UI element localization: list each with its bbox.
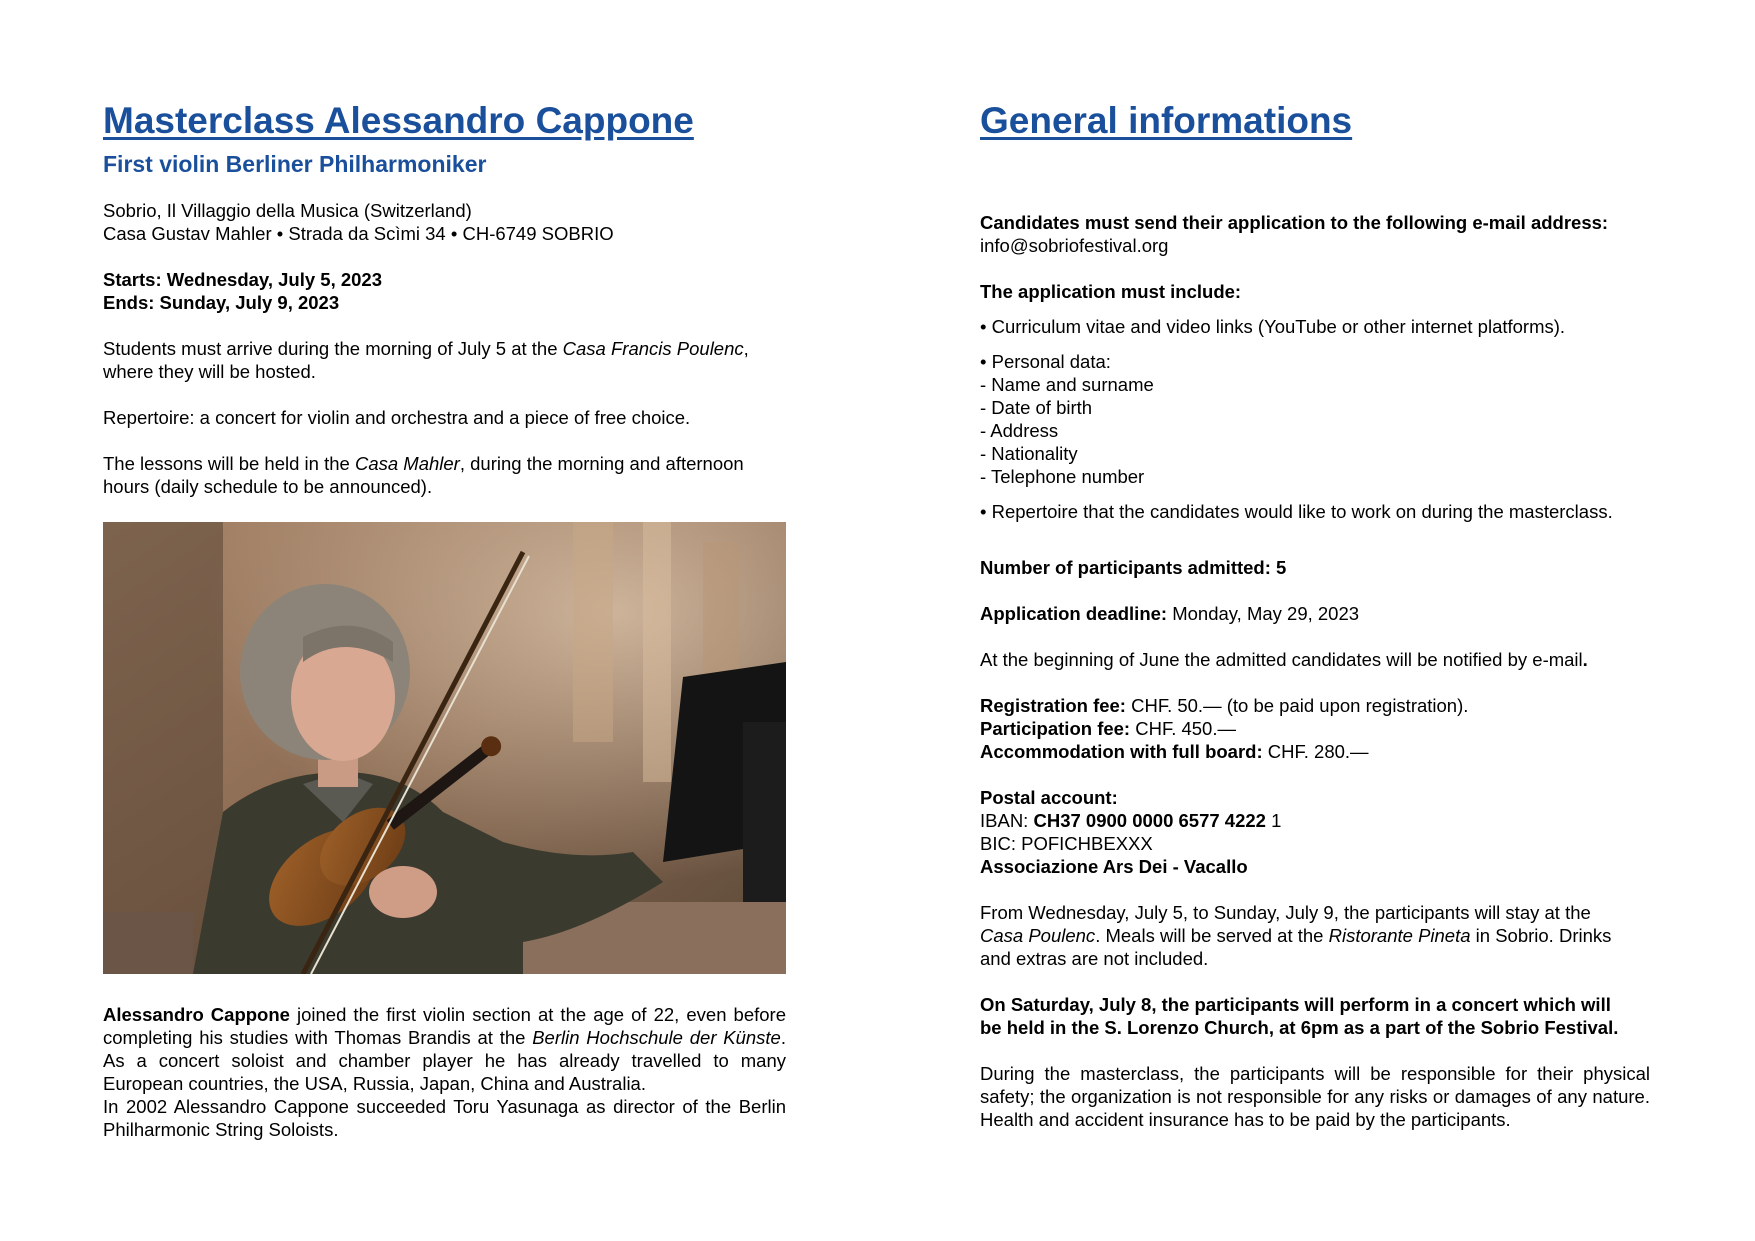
venue-line-1: Sobrio, Il Villaggio della Musica (Switzerland)	[103, 200, 472, 221]
lessons-line-1: The lessons will be held in the Casa Mahler, during the morning and afternoon	[103, 453, 744, 474]
iban: IBAN: CH37 0900 0000 6577 4222 1	[980, 810, 1282, 831]
requirement-cv: • Curriculum vitae and video links (YouTube or other internet platforms).	[980, 316, 1566, 337]
accommodation-fee: Accommodation with full board: CHF. 280.—	[980, 741, 1369, 762]
registration-fee: Registration fee: CHF. 50.— (to be paid upon registration).	[980, 695, 1469, 716]
postal-account-label: Postal account:	[980, 787, 1118, 808]
application-deadline: Application deadline: Monday, May 29, 2023	[980, 603, 1360, 624]
arrival-line-1: Students must arrive during the morning of July 5 at the Casa Francis Poulenc,	[103, 338, 749, 359]
concert-line-1: On Saturday, July 8, the participants will perform in a concert which will	[980, 994, 1611, 1015]
include-heading: The application must include:	[980, 281, 1242, 302]
biography: Alessandro Cappone joined the first violin section at the age of 22, even before completing his studies with Thomas Brandis at the Berlin Hochschule der Künste. As a concert soloist and chamber player he has already travelled to many European countries, the USA, Russia, Japan, China and Australia. In 2002 Alessandro Cappone succeeded Toru Yasunaga as director of the Berlin Philharmonic String Soloists.	[103, 1004, 786, 1140]
apply-email: info@sobriofestival.org	[980, 235, 1169, 256]
personal-item: - Address	[980, 420, 1059, 441]
page-title: Masterclass Alessandro Cappone	[103, 100, 694, 141]
stay-line-1: From Wednesday, July 5, to Sunday, July 9, the participants will stay at the	[980, 902, 1591, 923]
personal-item: - Telephone number	[980, 466, 1145, 487]
lessons-line-2: hours (daily schedule to be announced).	[103, 476, 433, 497]
end-date: Ends: Sunday, July 9, 2023	[103, 292, 340, 313]
personal-item: - Name and surname	[980, 374, 1154, 395]
stay-line-2: Casa Poulenc. Meals will be served at the Ristorante Pineta in Sobrio. Drinks	[980, 925, 1612, 946]
page-subtitle: First violin Berliner Philharmoniker	[103, 151, 487, 177]
safety-notice: During the masterclass, the participants will be responsible for their physical safety; the organization is not responsible for any risks or damages of any nature. Health and accident insurance has to be paid by the participants.	[980, 1063, 1650, 1130]
venue-line-2: Casa Gustav Mahler • Strada da Scìmi 34 • CH-6749 SOBRIO	[103, 223, 614, 244]
concert-line-2: be held in the S. Lorenzo Church, at 6pm as a part of the Sobrio Festival.	[980, 1017, 1619, 1038]
stay-line-3: and extras are not included.	[980, 948, 1209, 969]
personal-item: - Date of birth	[980, 397, 1093, 418]
requirement-repertoire: • Repertoire that the candidates would like to work on during the masterclass.	[980, 501, 1613, 522]
repertoire-text: Repertoire: a concert for violin and orchestra and a piece of free choice.	[103, 407, 691, 428]
personal-item: - Nationality	[980, 443, 1078, 464]
general-info-title: General informations	[980, 100, 1353, 141]
participants-admitted: Number of participants admitted: 5	[980, 557, 1287, 578]
bic: BIC: POFICHBEXXX	[980, 833, 1153, 854]
apply-heading: Candidates must send their application to the following e-mail address:	[980, 212, 1609, 233]
violinist-photo	[103, 522, 786, 974]
participation-fee: Participation fee: CHF. 450.—	[980, 718, 1236, 739]
association-name: Associazione Ars Dei - Vacallo	[980, 856, 1248, 877]
arrival-line-2: where they will be hosted.	[103, 361, 316, 382]
requirement-personal-data: • Personal data:	[980, 351, 1111, 372]
notification-text: At the beginning of June the admitted candidates will be notified by e-mail.	[980, 649, 1588, 670]
start-date: Starts: Wednesday, July 5, 2023	[103, 269, 382, 290]
